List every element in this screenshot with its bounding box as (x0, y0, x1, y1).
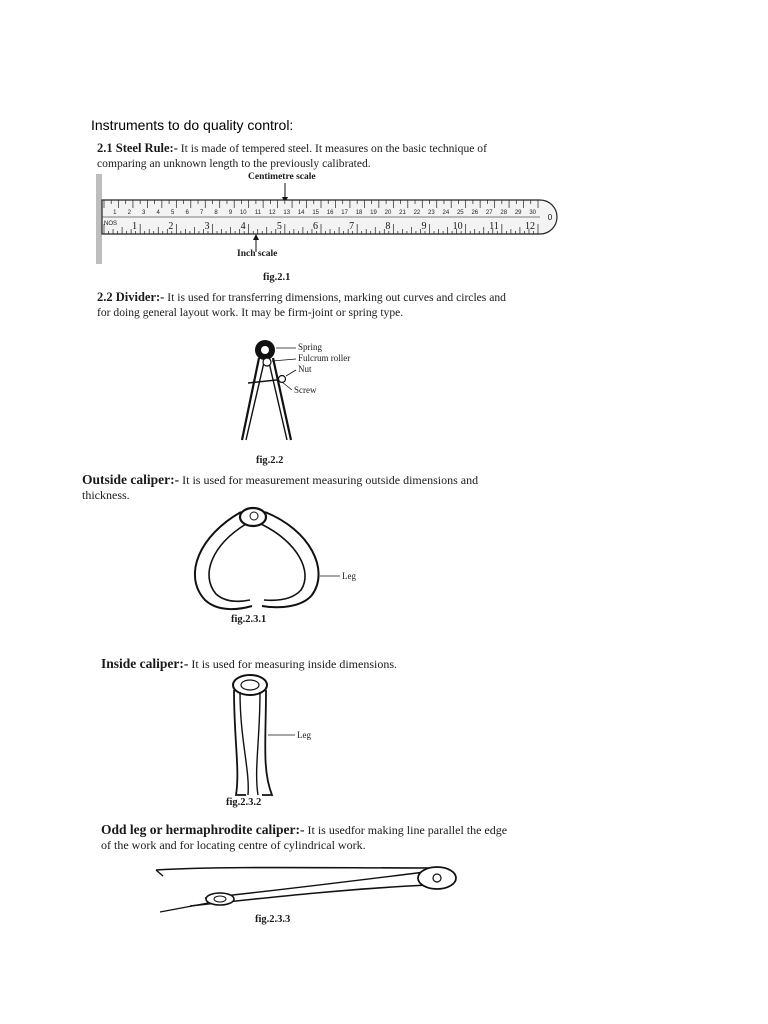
inch-number: 9 (421, 221, 427, 232)
inside-caliper-title: Inside caliper:- (101, 656, 189, 671)
divider-body-line2: for doing general layout work. It may be firm-joint or spring type. (97, 306, 404, 319)
odd-leg-scriber-point (160, 903, 208, 912)
cm-number: 19 (370, 210, 377, 216)
odd-leg-joint-icon (418, 867, 456, 889)
cm-number: 4 (156, 210, 160, 216)
fig-2-3-1-caption: fig.2.3.1 (231, 614, 267, 625)
cm-number: 22 (413, 210, 421, 216)
divider-title: 2.2 Divider:- (97, 290, 165, 304)
inside-caliper-leg-label: Leg (297, 730, 311, 740)
cm-number: 13 (283, 210, 291, 216)
label-fulcrum-roller: Fulcrum roller (298, 353, 351, 363)
cm-number: 20 (384, 210, 392, 216)
odd-leg-caliper-body-line1: It is usedfor making line parallel the edge (304, 823, 508, 837)
cm-number: 3 (142, 210, 146, 216)
outside-caliper-leg-label: Leg (342, 571, 356, 581)
cm-number: 29 (514, 210, 522, 216)
cm-number: 23 (428, 210, 435, 216)
cm-number: 5 (170, 210, 175, 216)
odd-leg-caliper-body-line2: of the work and for locating centre of cylindrical work. (101, 838, 366, 852)
inch-number: 8 (385, 221, 391, 232)
label-nut: Nut (298, 364, 312, 374)
cm-number: 26 (471, 210, 479, 216)
cm-number: 18 (355, 210, 363, 216)
inch-number: 3 (204, 221, 210, 232)
cm-number: 1 (113, 210, 117, 216)
fig-2-2-caption: fig.2.2 (256, 455, 284, 466)
cm-number: 25 (456, 210, 464, 216)
inch-number: 1 (132, 221, 138, 232)
inch-number: 2 (168, 221, 174, 232)
odd-leg-lower-leg-inner (205, 872, 425, 898)
page-heading: Instruments to do quality control: (91, 117, 294, 133)
steel-rule-body-line1: It is made of tempered steel. It measures on the basic technique of (177, 142, 487, 155)
odd-leg-upper-leg (156, 868, 435, 871)
rule-small-mark: NOS (104, 221, 118, 227)
cm-number: 28 (500, 210, 508, 216)
inch-number: 12 (525, 221, 535, 232)
cm-number: 14 (297, 210, 305, 216)
cm-number: 9 (228, 210, 233, 216)
fig-2-3-3-caption: fig.2.3.3 (255, 914, 291, 925)
inch-number: 4 (240, 221, 246, 232)
outside-caliper-title: Outside caliper:- (82, 472, 180, 487)
outside-caliper-body-line2: thickness. (82, 488, 130, 502)
inch-number: 6 (313, 221, 318, 232)
cm-number: 10 (239, 210, 247, 216)
label-screw: Screw (294, 385, 317, 395)
cm-number: 17 (341, 210, 348, 216)
inch-number: 11 (489, 221, 499, 232)
divider-body-line1: It is used for transferring dimensions, marking out curves and circles and (164, 291, 506, 304)
odd-leg-scriber-clamp-icon (206, 893, 234, 905)
cm-number: 6 (185, 210, 189, 216)
odd-leg-bent-tip (156, 870, 163, 876)
inside-caliper-body-line1: It is used for measuring inside dimensions. (188, 657, 398, 671)
cm-number: 24 (442, 210, 450, 216)
cm-number: 8 (214, 210, 218, 216)
fig-2-1-caption: fig.2.1 (263, 272, 291, 283)
rule-end-number: 0 (547, 213, 553, 222)
odd-leg-caliper-title: Odd leg or hermaphrodite caliper:- (101, 822, 305, 837)
cm-number: 11 (254, 210, 262, 216)
inch-number: 5 (276, 221, 282, 232)
cm-number: 7 (199, 210, 204, 216)
cm-number: 2 (127, 210, 131, 216)
inch-number: 7 (349, 221, 355, 232)
cm-number: 27 (485, 210, 493, 216)
cm-number: 21 (399, 210, 406, 216)
centimetre-scale-label: Centimetre scale (248, 172, 316, 182)
cm-number: 15 (312, 210, 319, 216)
inch-number: 10 (452, 221, 463, 232)
inch-scale-label: Inch scale (237, 249, 278, 259)
outside-caliper-body-line1: It is used for measurement measuring outside dimensions and (179, 473, 479, 487)
label-spring: Spring (298, 342, 323, 352)
steel-rule-body-line2: comparing an unknown length to the previously calibrated. (97, 157, 371, 170)
cm-number: 12 (268, 210, 276, 216)
steel-rule-title: 2.1 Steel Rule:- (97, 141, 178, 155)
cm-number: 30 (529, 210, 536, 216)
cm-number: 16 (326, 210, 334, 216)
fig-2-3-2-caption: fig.2.3.2 (226, 797, 262, 808)
